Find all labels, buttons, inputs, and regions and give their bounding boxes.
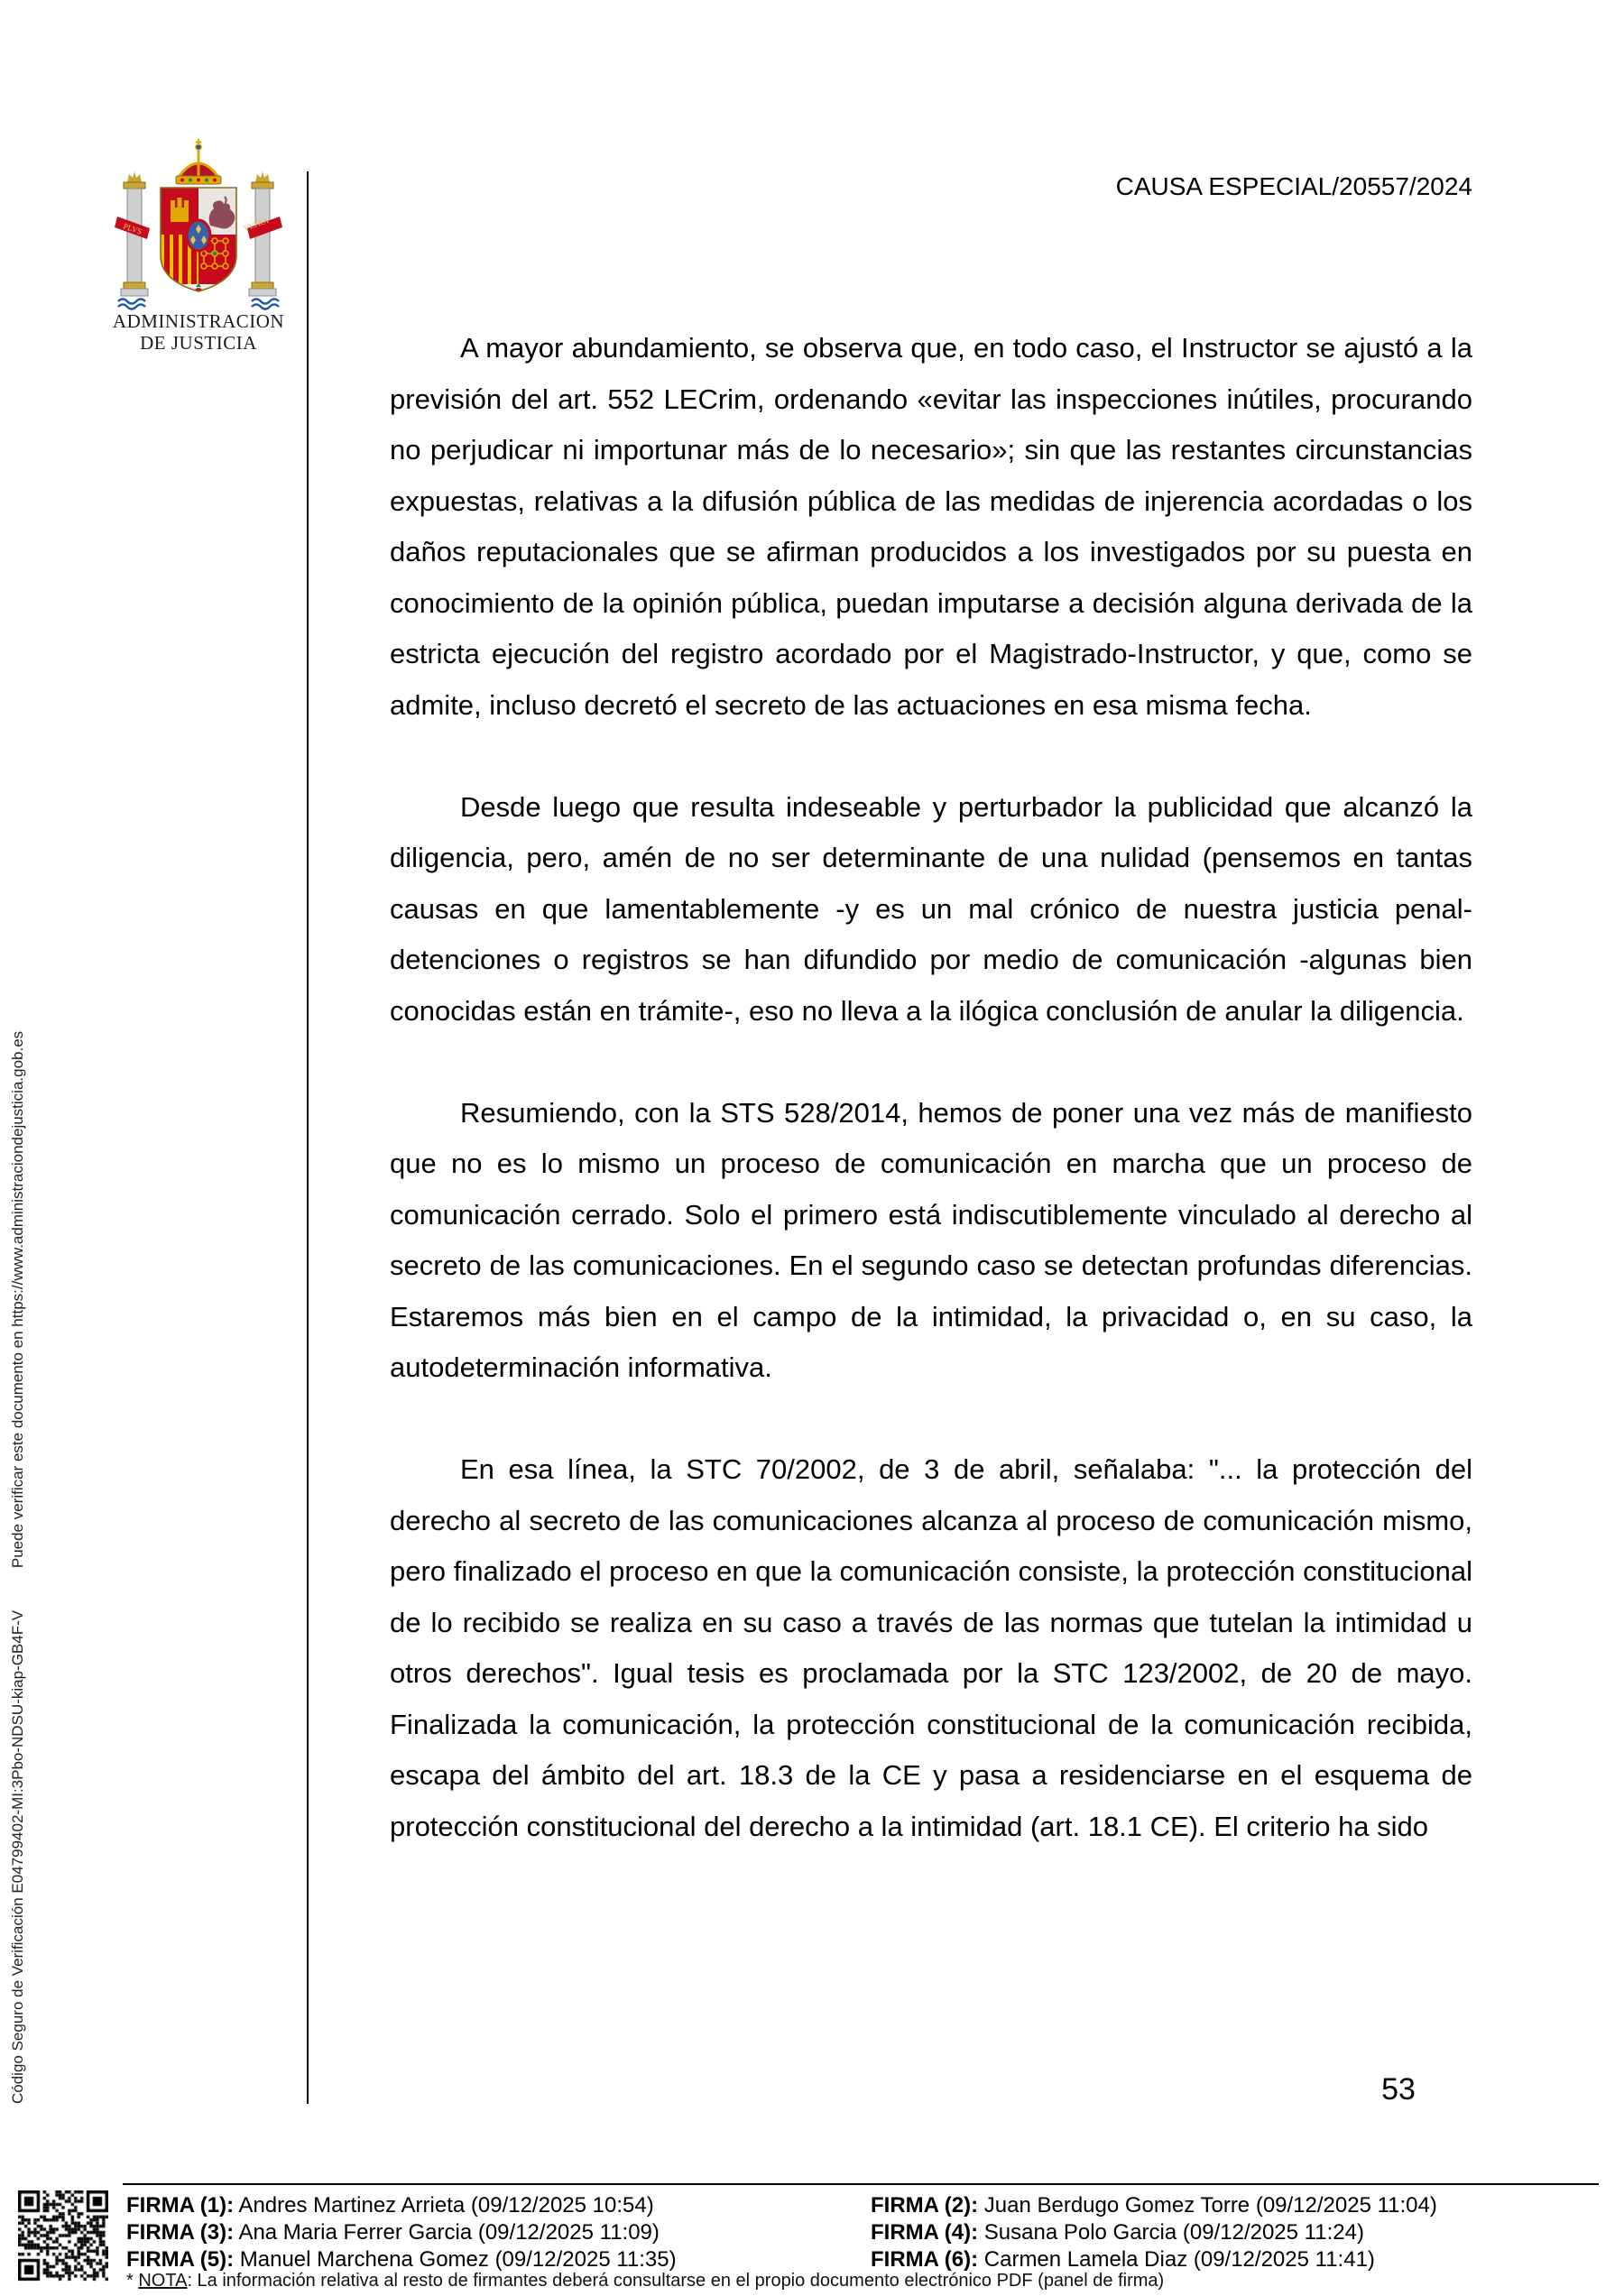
paragraph: Desde luego que resulta indeseable y perturbador la publicidad que alcanzó la diligencia, pero, amén de no ser determinante de una nulidad (pensemos en tantas causas en que lamentablemente -y es un mal crónico de nuestra justicia penal- detenciones o registros se han difundido por medio de comunicación -algunas bien conocidas están en trámite-, eso no lleva a la ilógica conclusión de anular la diligencia. [390, 790, 1472, 1027]
signature-label: FIRMA (5): [126, 2247, 235, 2272]
org-name [95, 310, 302, 354]
verification-url-note: Puede verificar este documento en https://www.administraciondejusticia.gob.es [9, 1030, 26, 1569]
verification-code: Código Seguro de Verificación E04799402-MI:3Pbo-NDSU-kiap-GB4F-V [9, 1609, 26, 2104]
signature-3 [126, 2219, 871, 2246]
signature-value: Ana Maria Ferrer Garcia (09/12/2025 11:09) [238, 2220, 660, 2245]
paragraph: Resumiendo, con la STS 528/2014, hemos de poner una vez más de manifiesto que no es lo mismo un proceso de comunicación en marcha que un proceso de comunicación cerrado. Solo el primero está indiscutiblemente vinculado al derecho al secreto de las comunicaciones. En el segundo caso se detectan profundas diferencias. Estaremos más bien en el campo de la intimidad, la privacidad o, en su caso, la autodeterminación informativa. [390, 1096, 1472, 1383]
signature-4 [871, 2219, 1599, 2246]
waves-icon [118, 300, 279, 309]
signature-value: Andres Martinez Arrieta (09/12/2025 10:54) [238, 2193, 654, 2218]
vertical-divider [307, 171, 309, 2104]
verification-sidebar [9, 841, 27, 2104]
qr-code [18, 2190, 108, 2283]
signature-1 [126, 2192, 871, 2219]
case-reference: CAUSA ESPECIAL/20557/2024 [1115, 172, 1472, 200]
signature-block [126, 2192, 1599, 2273]
note-label: NOTA [138, 2271, 188, 2291]
org-name-line1: ADMINISTRACION [112, 310, 285, 332]
page-number: 53 [1381, 2072, 1416, 2107]
signature-label: FIRMA (2): [871, 2193, 979, 2218]
note-text: : La información relativa al resto de firmantes deberá consultarse en el propio documento electrónico PDF (panel de firma) [187, 2271, 1165, 2291]
motto-vltra-text: VLTRA [242, 215, 271, 233]
org-name-line2: DE JUSTICIA [140, 332, 257, 354]
signature-label: FIRMA (6): [871, 2247, 979, 2272]
signature-value: Juan Berdugo Gomez Torre (09/12/2025 11:04) [983, 2193, 1437, 2218]
paragraph: En esa línea, la STC 70/2002, de 3 de abril, señalaba: "... la protección del derecho al secreto de las comunicaciones alcanza al proceso de comunicación mismo, pero finalizado el proceso en que la comunicación consiste, la protección constitucional de lo recibido se realiza en su caso a través de las normas que tutelan la intimidad u otros derechos". Igual tesis es proclamada por la STC 123/2002, de 20 de mayo. Finalizada la comunicación, la protección constitucional de la comunicación recibida, escapa del ámbito del art. 18.3 de la CE y pasa a residenciarse en el esquema de protección constitucional del derecho a la intimidad (art. 18.1 CE). El criterio ha sido [390, 1453, 1472, 1842]
signature-label: FIRMA (4): [871, 2220, 979, 2245]
note-asterisk: * [126, 2271, 134, 2291]
document-body [390, 323, 1472, 1904]
signature-2 [871, 2192, 1599, 2219]
motto-plvs-text: PLVS [122, 221, 143, 236]
paragraph: A mayor abundamiento, se observa que, en todo caso, el Instructor se ajustó a la previsión del art. 552 LECrim, ordenando «evitar las inspecciones inútiles, procurando no perjudicar ni importunar más de lo necesario»; sin que las restantes circunstancias expuestas, relativas a la difusión pública de las medidas de injerencia acordadas o los daños reputacionales que se afirman producidos a los investigados por su puesta en conocimiento de la opinión pública, puedan imputarse a decisión alguna derivada de la estricta ejecución del registro acordado por el Magistrado-Instructor, y que, como se admite, incluso decretó el secreto de las actuaciones en esa misma fecha. [390, 332, 1472, 721]
signature-label: FIRMA (1): [126, 2193, 235, 2218]
signature-value: Carmen Lamela Diaz (09/12/2025 11:41) [983, 2247, 1375, 2272]
signature-6 [871, 2246, 1599, 2273]
bourbon-oval-icon [187, 220, 210, 251]
spain-coat-of-arms [112, 135, 285, 316]
crown-icon [176, 139, 221, 184]
signature-5 [126, 2246, 871, 2273]
footer-note [126, 2271, 1164, 2291]
signature-label: FIRMA (3): [126, 2220, 235, 2245]
signature-value: Manuel Marchena Gomez (09/12/2025 11:35) [239, 2247, 677, 2272]
signature-value: Susana Polo Garcia (09/12/2025 11:24) [983, 2220, 1364, 2245]
footer-divider [123, 2183, 1599, 2185]
